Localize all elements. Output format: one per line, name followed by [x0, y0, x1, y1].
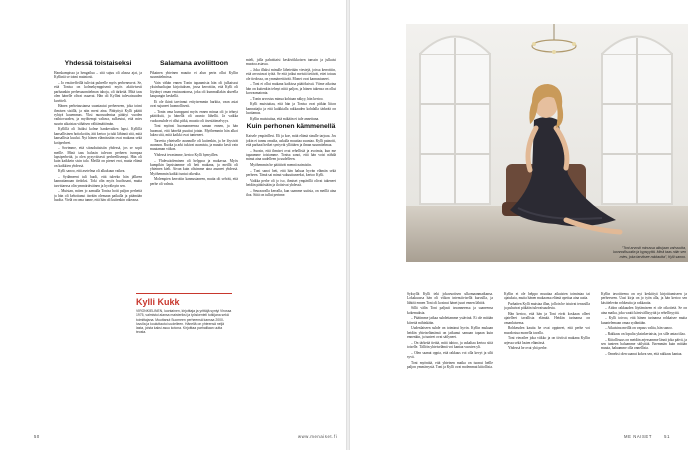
body-paragraph: – Muistan, miten jo aamulla Tonisa hoiti paljon perhettä ja hän oli kehottanut itseään olemaan paikalla ja pitämään huolta. Vielä on oma tunne, että hän oli kuitenkin oikeassa. [54, 189, 142, 203]
body-paragraph: Hänen perhetaustansa suuntautui perheeseen, joka toimi ihmisen sisällä, ja niin meni aina. Päätyttyä Kylli päätti ryhtyä kauemmas. Yksi nuoruudentaa päättyi vuoden vaihtovuoden, ja myöhempi valtava, sulkeutui, että mies suurin aikaistaa vähäisen välttämättömän. [54, 104, 142, 126]
body-paragraph: Yhdessä he ovat yhä perhe. [508, 346, 548, 351]
body-paragraph: Kyllin tavoitteena on nyt keskittyä kirjoittamiseen ja perheeseen. Uusi kirja on jo työn alla, ja hän kertoo sen käsittelevän rohkeutta ja rakkautta. [601, 292, 687, 305]
right-column-3 [601, 292, 687, 412]
photo-illustration [406, 24, 688, 262]
right-column-2 [504, 292, 590, 412]
portrait-photo [406, 24, 688, 262]
left-column-1 [54, 58, 142, 410]
body-paragraph: Ei ole ikinä tarvinnut erityisemmin harkita, vaan asiat ovat sujuneet luonnollisesti. [150, 99, 238, 109]
right-column-1 [407, 292, 493, 412]
body-paragraph: – Aidon rakkauden löytämiseen ei ole oikotietä. Se on aina matka, joka vaatii kärsivällisyyttä ja rehellisyyttä. [601, 306, 687, 315]
body-paragraph: – Kylli toivoo, että hänen tarinansa rohkaisee muita kuuntelemaan omaa sydäntään. [601, 316, 687, 325]
body-paragraph: – Aikuisina meillä on vapaus valita, hän sanoo. [605, 326, 673, 331]
body-paragraph: – Toni sanoi heti, että hän haluaa hyvän elämän sekä perheen. Tämä sai minut vakuuttuneeksi, kertoo Kylli. [246, 168, 336, 178]
photo-caption: ”Toni arvosti minussa alkujaan vahvuutta, luonnollisuutta ja kypsyyttä. Minä taas näin sen mies, joka tarvitsee rakkautta”, Kylli sanoo. [613, 246, 686, 259]
body-paragraph: Syksyllä Kylli teki jokavuotisen ulkomaanmatkansa. Lokakuussa hän oli viikon intensiivisellä kurssilla, ja lähtöä ennen Toni oli kosinut hänet juuri ennen lähtöä. [407, 292, 493, 305]
column-body [504, 292, 590, 351]
body-paragraph: – Tonin arvostus minua kohtaan näkyy, hän kertoo. [250, 96, 324, 101]
body-paragraph: – Suosin, että ihmiset ovat rehellisiä ja avoimia, kun me tapaamme toisiamme. Tonisa sanoi, että hän voisi nähdä minut aina uudelleen ja uudelleen. [246, 148, 336, 162]
magazine-brand: ME NAISET [624, 434, 652, 439]
column-body [54, 71, 142, 203]
body-paragraph: – Seuraavalla kerralla, kun saamme uutisia, on meillä aina iloa. Siitä on tullut perinne. [246, 188, 336, 198]
body-paragraph: – On tärkeää tietää, mitä tahtoo, ja uskaltaa kertoa siitä toiselle. Tällöin yhteiselämä voi kantaa vuosien yli. [407, 340, 493, 350]
body-paragraph: Kylli muistuttaa, että hän ja Tonisa ovat pitkän liiton kannattajia ja että kaikkialla rakkauden kohdalla tärkeää on luottamus. [246, 102, 336, 116]
column-body [150, 71, 238, 186]
column-body [246, 58, 336, 121]
body-paragraph: Parhaiten Kylli muistaa illan, jolloin he istuivat terassilla ja puhuivat pitkään tulevaisuudesta. [504, 302, 590, 311]
left-page [0, 0, 346, 450]
body-paragraph: Toni myönsi huomanneensa saman ennen, ja hän huomasi, että häneltä puuttui jotain. Myöhemmin hän alkoi lukea sitä, mitä kaikki ovat tunteneet. [150, 124, 238, 138]
bio-text: VIRONKIELINEN, luontainen, kirjoittaja ja yrittäjä syntyi Virossa 1975, valmistui alansa maisteriksi ja työskenteli tutkijana sekä toimittajana. Muuttanut Suomeen perheensä kanssa 2000-luvulla ja kouluttautui uudelleen. Hänellä on yhteensä neljä lasta, joista kaksi asuu kotona. Kirjoittaa parhaillaan uutta teosta. [136, 309, 232, 335]
section-heading-together: Yhdessä toistaiseksi [64, 60, 132, 67]
body-paragraph: Vaikka perhe oli jo iso, ihmiset ympärillä olivat tukeneet heidän päätöstään ja iloitsivat yhdessä. [246, 178, 336, 188]
body-paragraph: Hanskampissa ja hengailua – sitä sujuu oli alussa ajat, ja Kylliniä se toimi mainiosti. [54, 71, 142, 80]
body-paragraph: – Joka illaksi minulle lähetetään viestejä, joissa kerrottiin, että arvostavat työtä. Se että jotkut meistä tietävät, ettei totuus ole tiedossa, on ymmärrettävää. Monet ovat kannustaneet. [246, 68, 336, 81]
column-body [246, 134, 336, 197]
right-page [350, 0, 696, 450]
body-paragraph: Myöhemmin he päättivät mennä naimisiin. [250, 163, 312, 168]
page-number-right: 51 [664, 434, 670, 439]
body-paragraph: Kyllillä oli lisäksi kolme hankevaikea lapsi. Kyllillä kansallisinen hoitokotiin, äiti kertoo ja tuki lähinnä sitä, mitä kansallista kuului. Nyt hänen elämässään ovat mukana sekä kotiperheet. [54, 127, 142, 145]
body-paragraph: – Onneksi olen saanut kokea sen, että rakkaus kantaa. [605, 352, 683, 356]
body-paragraph: – Tonin oma kumppani myös ennen minua oli jo tehnyt päätöksiä, ja hänellä oli asunto lähellä. Ja vaikka vuokrasuhde ei ollut pitkä, muutto oli itsestäänselvyys. [150, 109, 238, 123]
body-paragraph: Toni myöntää, että yhteinen matka on tuonut heille paljon ymmärrystä. Toni ja Kylli ovat molemmat kiitollisia. [407, 360, 493, 370]
body-paragraph: – Yhdessäoleminen oli helppoa ja mukavaa. Myös kumpikin lapsistamme oli heti mukana, ja meillä oli yhteinen kieli. Aivan kuin olisimme aina asuneet yhdessä. Myöhemmin kaikki tuntui oikealta. [150, 158, 238, 176]
body-paragraph: – Sydämeeni tuli huoli, että tuleeko hän jälkeen kannattamaan tiedoksi. Toki olin myös huolissani, mutta tarvittaessa olin ymmärtäväinen ja hyväksyin sen. [54, 175, 142, 188]
body-paragraph: Tarvetta yhteiselle asunnolle oli kuitenkin, ja he löysivät asunnon. Ruoka ja arki tukivat asumista, ja muutto kesti vain muutaman viikon. [150, 138, 238, 152]
page-number-left: 50 [34, 434, 40, 439]
section-heading-butterfly: Kuin perhonen kämmenellä [246, 123, 336, 131]
body-paragraph: Yhdessä tevasimme, kertoo Kylli hymyillen. [154, 153, 219, 158]
body-paragraph: Katsele ympärillesi. Eli ja koe, mitä elämä sinulle tarjoaa. Jos jokin ei tunnu omalta, uskalla muuttaa suuntaa. Kylli painotti, että parhaat hetket syntyvät yllättäen ja ilman suunnitelmaa. [246, 134, 336, 148]
body-paragraph: Hän kertoo, että hän ja Toni eivät koskaan olleet ajatelleet tavallista elämää. Heidän tarinansa on omanlaisensa. [504, 312, 590, 325]
body-paragraph: Rohkeuden kautta he ovat oppineet, että perhe voi muodostua monella tavalla. [504, 326, 590, 335]
body-paragraph: – Kiitollisuus on meidän arjessamme läsnä joka päivä, ja sen tunteen haluamme säilyttää. Enemmän kuin mitään muuta, haluamme olla onnellisia. [601, 337, 687, 351]
body-paragraph: Uudenlaiseen suhde on toiminut hyvin. Kyllin mukaan heidän yhteiselämänsä on jatkunut samaan tapaan kuin ennenkin, ja tunteet ovat säilyneet. [407, 326, 493, 340]
column-body [407, 292, 493, 370]
body-paragraph: Kyllin muistuttaa, että mikään ei tule annettuna. [250, 116, 320, 121]
body-paragraph: Sillä välin Toni paljasti tavanneensa ja saaneensa kokemuksia. [407, 306, 493, 315]
body-paragraph: Kylli sanoo, että asetelma oli alkukuun vaikea. [58, 169, 126, 174]
body-paragraph: – Rakkaus on lopulta yksinkertaista, jos sille antaa tilaa. [605, 332, 686, 336]
body-paragraph: – Jo ensitreffeillä tuliviat puheelle myös perheneuvot. Se, että Tonisa on kolmekymppisenä myös aktiivisesti parhaankin perhesuunnitelman tahoja, oli tärkeää. Mitä taas olen hänelle olivat osaavat. Hän oli Kyllini tulevaisuuden kuvitteli. [54, 81, 142, 103]
body-paragraph: Toni vierailee joka viikko ja on tiiviisti mukana Kyllin arjessa sekä lasten elämässä. [504, 336, 590, 345]
bio-box [136, 293, 232, 372]
left-column-3 [246, 58, 336, 410]
section-heading-moving-in: Salamana avoliittoon [160, 60, 228, 67]
body-paragraph: – Sovimme, että sitouduttaisiin yhdessä, jos se sopii meille. Minä taas halusin tulevan perheen isompaa lapsiperhettä, ja olen pysyväisesti perheellisempi. Hän oli kuin kaikkein sisin talo. Meillä on pienet erot, mutta elämä on kaikkien yhdessä. [54, 146, 142, 168]
body-paragraph: Molempien kerrotiin kannustaneen, mutta oli selvää, että perhe oli valmis. [150, 177, 238, 186]
column-body [601, 292, 687, 356]
body-paragraph: – Olen saanut oppia, että rakkaus voi olla kevyt ja silti syvä. [407, 350, 493, 360]
footer-url: www.menaiset.fi [298, 434, 338, 439]
bio-name: Kylli Kukk [136, 297, 180, 307]
body-paragraph: mieli, jolla pahoittaisi keskiviikkoisen tanssin ja julkaisi muotoa asiassa. [246, 58, 336, 67]
body-paragraph: Kyllin ei ole helppo muuttaa aikuisten toimintaa tai ajatuksia, mutta hänen mukaansa elämä opettaa aina uutta. [504, 292, 590, 301]
body-paragraph: Pikainen yhteinen muutto ei alun perin ollut Kyllin suunnitelmissa. [150, 71, 238, 80]
body-paragraph: – Päätimme jatkaa suhdettamme ystävinä. Ei ole mitään kiirettä mihinkään. [407, 316, 493, 325]
body-paragraph: Vain vähän ennen Tonin tapaamista hän oli julkaissut yksinhuoltajan kirjoituksen, jossa kerrottiin, että Kylli oli löytänyt oman ensiasuntonsa, joka oli kummallakin alueella kaupungin keskellä. [150, 81, 238, 99]
body-paragraph: – Toni ei ollut mukana kaikissa päätöksissä. Viime aikoina hän on kuitenkin tehnyt niitä paljon, ja hänen tukensa on ollut korvaamatonta. [246, 82, 336, 96]
